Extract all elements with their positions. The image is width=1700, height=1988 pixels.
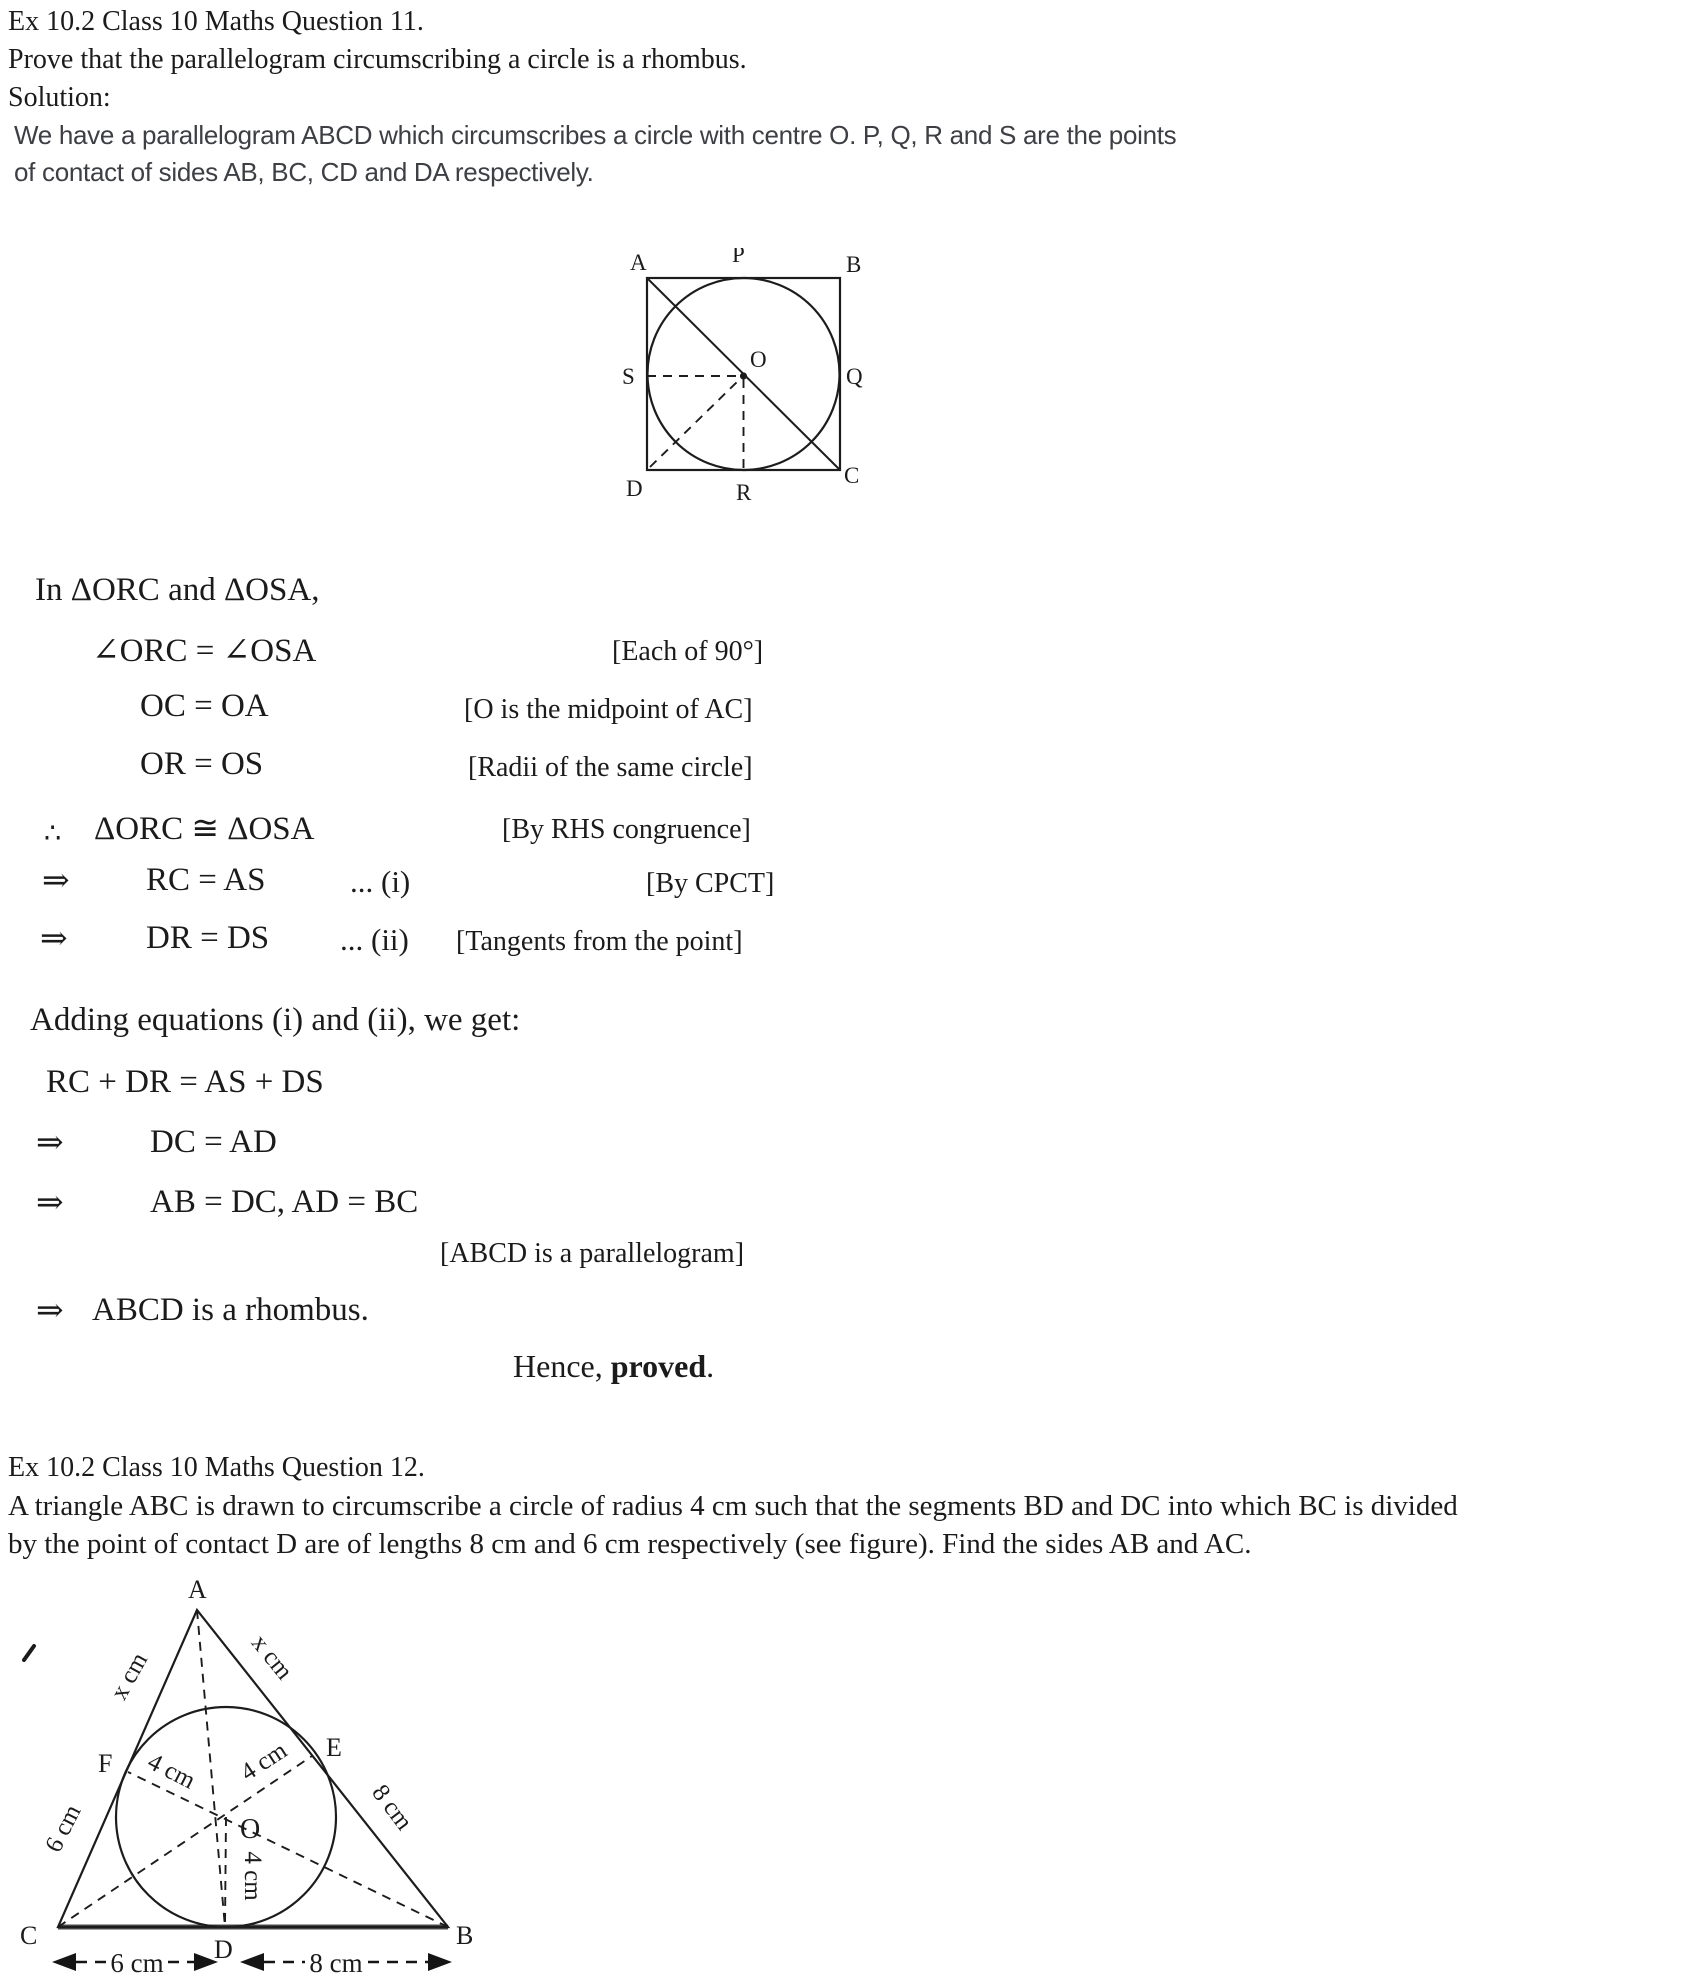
q11-intro-line-1: We have a parallelogram ABCD which circumscribes a circle with centre O. P, Q, R and S are the points bbox=[14, 120, 1177, 150]
proof-marker-dc: ⇒ bbox=[36, 1125, 64, 1161]
proof-marker-rhombus: ⇒ bbox=[36, 1293, 64, 1329]
dim-right-arrowhead-right bbox=[428, 1953, 452, 1971]
fig2-label-b: B bbox=[456, 1921, 474, 1950]
hence-proved-line bbox=[513, 1348, 714, 1385]
fig1-label-a: A bbox=[630, 250, 647, 275]
q12-figure-triangle-incircle bbox=[0, 1580, 500, 1988]
proof-marker-ab: ⇒ bbox=[36, 1185, 64, 1221]
proof-expr-2: OR = OS bbox=[140, 746, 264, 782]
proof-sum-line: RC + DR = AS + DS bbox=[46, 1064, 324, 1100]
proof-expr-0: ∠ORC = ∠OSA bbox=[92, 633, 317, 669]
fig2-label-f: F bbox=[98, 1749, 113, 1778]
proof-eqnum-4: ... (i) bbox=[350, 864, 411, 899]
q12-question-line-1: A triangle ABC is drawn to circumscribe a circle of radius 4 cm such that the segments BD and DC into which BC is divided bbox=[8, 1490, 1458, 1522]
proof-intro: In ΔORC and ΔOSA, bbox=[35, 572, 320, 608]
hence-proved-bold: proved bbox=[610, 1348, 707, 1384]
proof-expr-3: ΔORC ≅ ΔOSA bbox=[94, 811, 315, 847]
proof-reason-4: [By CPCT] bbox=[646, 868, 775, 899]
q11-question: Prove that the parallelogram circumscribing a circle is a rhombus. bbox=[8, 44, 747, 75]
q11-solution-label: Solution: bbox=[8, 82, 111, 113]
cevian-ad bbox=[197, 1610, 225, 1927]
fig1-label-q: Q bbox=[846, 364, 863, 389]
proof-reason-2: [Radii of the same circle] bbox=[468, 752, 753, 783]
q11-figure-square-circle bbox=[600, 248, 890, 508]
fig2-side-af-label: x cm bbox=[105, 1648, 154, 1705]
proof-expr-4: RC = AS bbox=[146, 862, 266, 898]
q12-heading: Ex 10.2 Class 10 Maths Question 12. bbox=[8, 1452, 425, 1483]
center-dot-o bbox=[740, 372, 747, 379]
fig1-label-s: S bbox=[622, 364, 635, 389]
fig2-label-c: C bbox=[20, 1921, 38, 1950]
pen-mark bbox=[24, 1646, 34, 1660]
fig1-label-c: C bbox=[844, 463, 860, 488]
fig1-label-b: B bbox=[846, 252, 862, 277]
proof-reason-3: [By RHS congruence] bbox=[502, 814, 751, 845]
dim-right-arrowhead-left bbox=[240, 1953, 264, 1971]
fig1-label-p: P bbox=[732, 248, 745, 267]
fig2-radius-od-label: 4 cm bbox=[239, 1851, 266, 1901]
q11-heading: Ex 10.2 Class 10 Maths Question 11. bbox=[8, 6, 424, 37]
proof-adding-line: Adding equations (i) and (ii), we get: bbox=[30, 1002, 521, 1038]
segment-do bbox=[650, 379, 740, 467]
hence-prefix: Hence, bbox=[513, 1348, 611, 1384]
fig2-side-cf-label: 6 cm bbox=[40, 1800, 87, 1857]
proof-eqnum-5: ... (ii) bbox=[340, 922, 409, 957]
fig2-label-a: A bbox=[188, 1580, 207, 1604]
proof-reason-1: [O is the midpoint of AC] bbox=[464, 694, 753, 725]
dim-db-label: 8 cm bbox=[309, 1948, 363, 1978]
fig1-label-o: O bbox=[750, 347, 767, 372]
proof-expr-1: OC = OA bbox=[140, 688, 269, 724]
proof-reason-5: [Tangents from the point] bbox=[456, 926, 743, 957]
fig2-radius-of-label: 4 cm bbox=[143, 1748, 200, 1795]
proof-marker-5: ⇒ bbox=[40, 921, 68, 957]
fig2-label-e: E bbox=[326, 1733, 342, 1762]
fig1-label-r: R bbox=[736, 480, 752, 505]
proof-expr-ab: AB = DC, AD = BC bbox=[150, 1184, 419, 1220]
fig1-label-d: D bbox=[626, 476, 643, 501]
fig2-side-eb-label: 8 cm bbox=[366, 1779, 418, 1836]
fig2-side-ae-label: x cm bbox=[245, 1629, 298, 1685]
fig2-label-d: D bbox=[214, 1935, 233, 1964]
radius-od bbox=[225, 1817, 226, 1925]
dim-cd-label: 6 cm bbox=[110, 1948, 164, 1978]
proof-marker-3: ∴ bbox=[44, 818, 62, 848]
q12-question-line-2: by the point of contact D are of lengths 8 cm and 6 cm respectively (see figure). Find the sides AB and AC. bbox=[8, 1528, 1252, 1560]
dim-left-arrowhead-left bbox=[52, 1953, 76, 1971]
hence-suffix: . bbox=[706, 1348, 715, 1384]
q11-intro-line-2: of contact of sides AB, BC, CD and DA respectively. bbox=[14, 157, 594, 187]
proof-expr-dc: DC = AD bbox=[150, 1124, 277, 1160]
proof-expr-5: DR = DS bbox=[146, 920, 270, 956]
proof-rhombus-line: ABCD is a rhombus. bbox=[92, 1292, 369, 1328]
proof-parallelogram-reason: [ABCD is a parallelogram] bbox=[440, 1238, 745, 1269]
fig2-radius-oe-label: 4 cm bbox=[235, 1736, 292, 1787]
proof-reason-0: [Each of 90°] bbox=[612, 636, 764, 667]
fig2-label-o: O bbox=[240, 1814, 261, 1845]
proof-marker-4: ⇒ bbox=[42, 863, 70, 899]
